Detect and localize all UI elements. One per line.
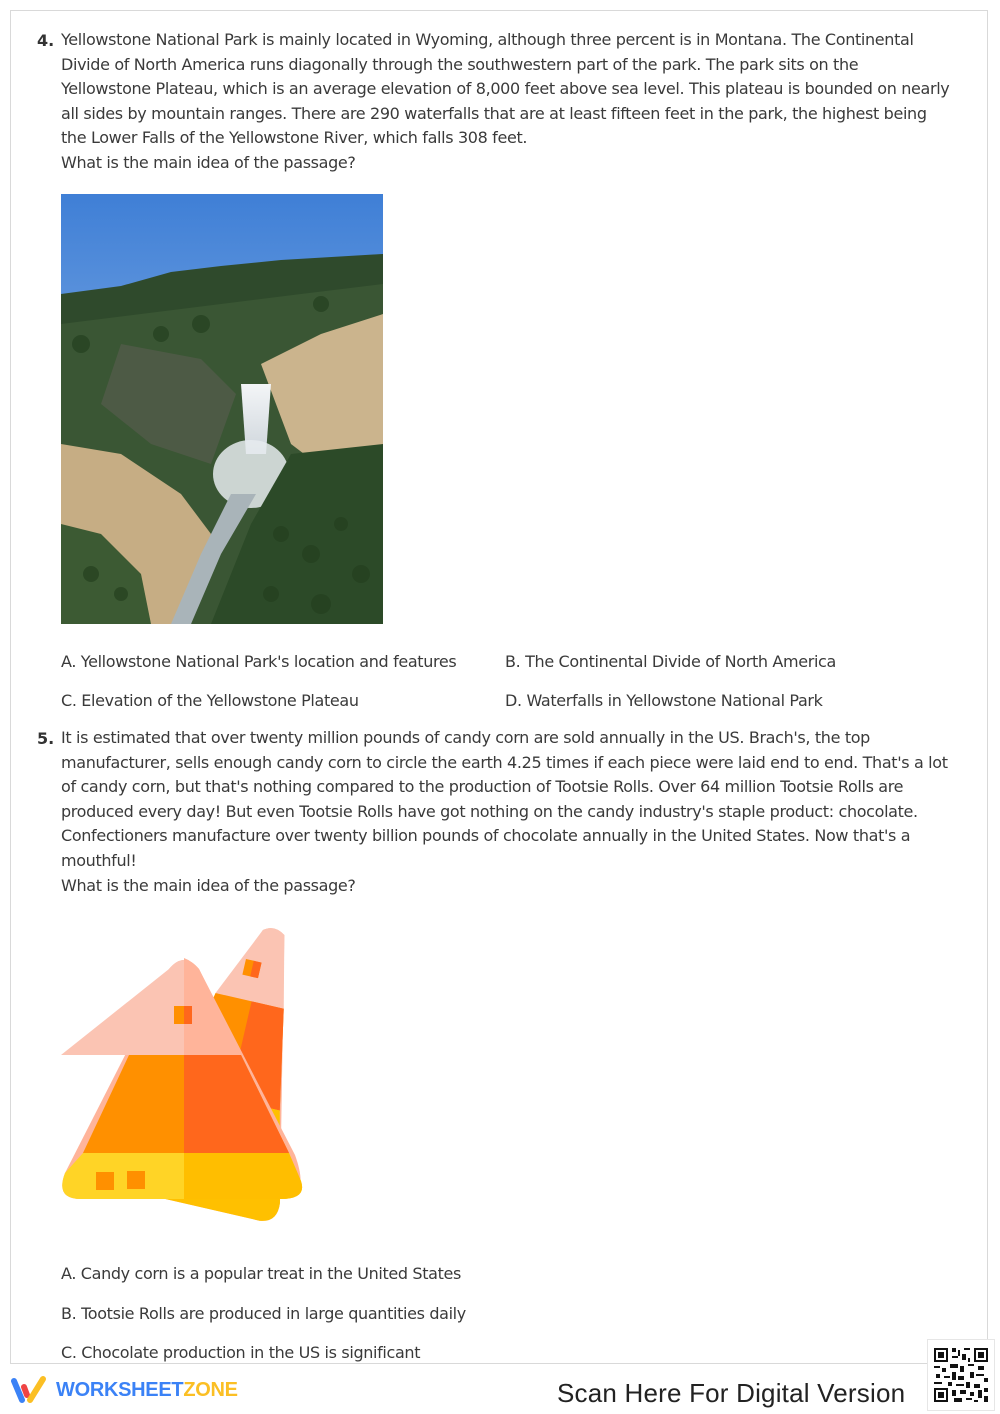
qr-code-icon [932, 1346, 990, 1404]
footer [0, 1365, 1000, 1414]
passage-text: Yellowstone National Park is mainly located in Wyoming, although three percent is in Montana. The Continental Divide of North America runs diagonally through the southwestern part of the park. The park sits on the Yellowstone Plateau, which is an average elevation of 8,000 feet above sea level. This plateau is bounded on nearly all sides by mountain ranges. There are 290 waterfalls that are at least fifteen feet in the park, the highest being the Lower Falls of the Yellowstone River, which falls 308 feet. [61, 30, 950, 148]
option-b[interactable]: B. The Continental Divide of North America [505, 652, 836, 671]
candy-corn-illustration [61, 911, 391, 1241]
worksheetzone-w-icon [10, 1375, 50, 1405]
question-passage [61, 28, 951, 176]
worksheet-frame [10, 10, 988, 1364]
option-b[interactable]: B. Tootsie Rolls are produced in large quantities daily [61, 1304, 466, 1323]
question-prompt: What is the main idea of the passage? [61, 875, 356, 895]
option-d[interactable]: D. Waterfalls in Yellowstone National Park [505, 691, 823, 710]
question-number: 5. [37, 729, 55, 748]
passage-text: It is estimated that over twenty million pounds of candy corn are sold annually in the US. Brach's, the top manufacturer, sells enough candy corn to circle the earth 4.25 times if each piece were laid end to end. That's a lot of candy corn, but that's nothing compared to the production of Tootsie Rolls. Over 64 million Tootsie Rolls are produced every day! But even Tootsie Rolls have got nothing on the candy industry's staple product: chocolate. Confectioners manufacture over twenty billion pounds of chocolate annually in the United States. Now that's a mouthful! [61, 728, 948, 870]
option-a[interactable]: A. Yellowstone National Park's location and features [61, 652, 457, 671]
option-c[interactable]: C. Elevation of the Yellowstone Plateau [61, 691, 359, 710]
logo-text: WORKSHEETZONE [56, 1378, 238, 1401]
question-passage [61, 726, 951, 898]
qr-code[interactable] [927, 1339, 995, 1411]
question-prompt: What is the main idea of the passage? [61, 152, 356, 172]
worksheetzone-logo[interactable] [10, 1375, 238, 1405]
option-a[interactable]: A. Candy corn is a popular treat in the United States [61, 1264, 462, 1283]
yellowstone-photo [61, 194, 383, 624]
question-number: 4. [37, 31, 55, 50]
scan-text: Scan Here For Digital Version [557, 1378, 906, 1408]
option-c[interactable]: C. Chocolate production in the US is significant [61, 1343, 421, 1362]
